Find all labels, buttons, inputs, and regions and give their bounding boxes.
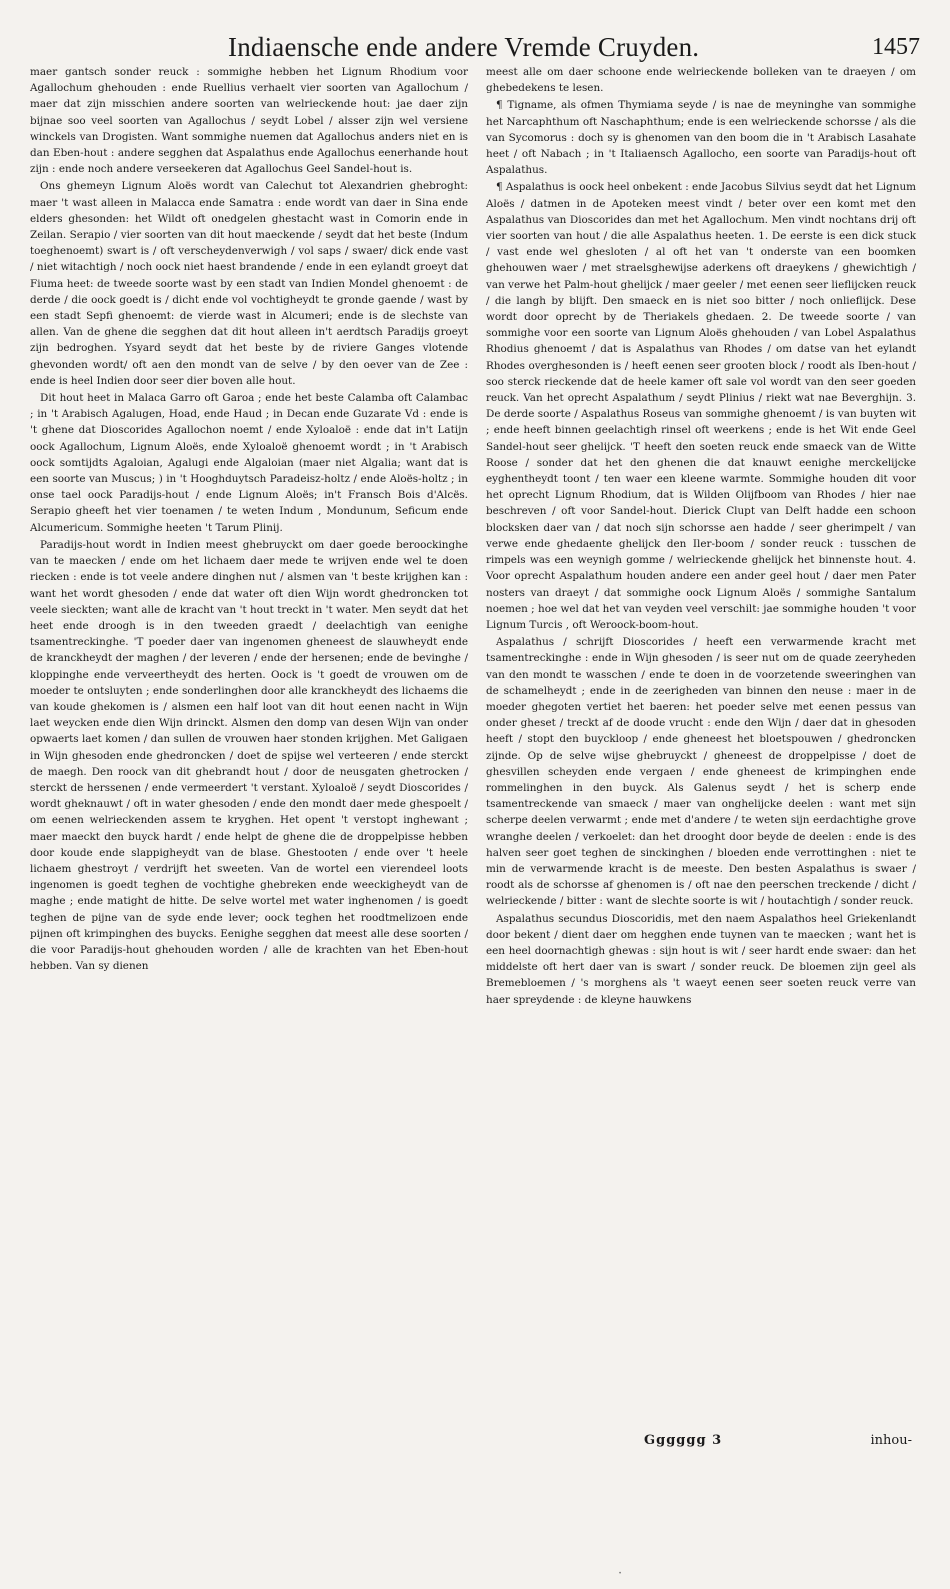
paragraph: meest alle om daer schoone ende welrieckende bolleken van te draeyen / om ghebedekens te lesen. [486,66,916,95]
left-column [30,64,468,975]
bottom-mark: · [618,1566,623,1581]
running-title: Indiaensche ende andere Vremde Cruyden. [228,32,700,62]
paragraph: Paradijs-hout wordt in Indien meest ghebruyckt om daer goede beroockinghe van te maecken / ende om het lichaem daer mede te wrijven ende wel te doen riecken : ende is tot veele andere dinghen nut / alsmen van 't beste krijghen kan : want het wordt ghesoden / ende dat water oft dien Wijn wordt ghedroncken tot veele sieckten; want alle de kracht van 't hout treckt in 't water. Men seydt dat het heet ende droogh is in den tweeden graedt / deelachtigh van eenighe tsamentreckinghe. 'T poeder daer van ingenomen gheneest de slauwheydt ende de kranckheydt der maghen / der leveren / ende der hersenen; ende de bevinghe / kloppinghe ende verveertheydt des herten. Oock is 't goedt de vrouwen om de moeder te ontsluyten ; ende sonderlinghen door alle kranckheydt des lichaems die van koude ghekomen is / alsmen een half loot van dit hout eenen nacht in Wijn laet weycken ende dien Wijn drinckt. Alsmen den domp van desen Wijn van onder opwaerts laet komen / dan sullen de vrouwen haer stonden krijghen. Met Galigaen in Wijn ghesoden ende ghedroncken / doet de spijse wel verteeren / ende sterckt de maegh. Den roock van dit ghebrandt hout / door de neusgaten ghetrocken / sterckt de herssenen / ende vermeerdert 't verstant. Xyloaloë / seydt Dioscorides / wordt gheknauwt / oft in water ghesoden / ende den mondt daer mede ghespoelt / om eenen welrieckenden assem te kryghen. Het opent 't verstopt inghewant ; maer maeckt den buyck hardt / ende helpt de ghene die de droppelpisse hebben door koude ende slappigheydt van de blase. Ghestooten / ende over 't heele lichaem ghestroyt / verdrijft het sweeten. Van de wortel een vierendeel loots ingenomen is goedt teghen de vochtighe ghebreken ende weeckigheydt van de maghe ; ende matight de hitte. De selve wortel met water inghenomen / is goedt teghen de pijne van de syde ende lever; oock teghen het roodtmelizoen ende pijnen oft krimpinghen des buycks. Eenighe segghen dat meest alle dese soorten / die voor Paradijs-hout ghehouden worden / alle de krachten van het Eben-hout hebben. Van sy dienen [30,538,468,973]
paragraph: Aspalathus secundus Dioscoridis, met den naem Aspalathos heel Griekenlandt door bekent / dient daer om hegghen ende tuynen van te maecken ; want het is een heel doornachtigh ghewas : sijn hout is wit / seer hardt ende swaer: dan het middelste oft hert daer van is swart / sonder reuck. De bloemen zijn geel als Bremebloemen / 's morghens als 't waeyt eenen seer soeten reuck verre van haer spreydende : de kleyne hauwkens [486,912,916,1006]
signature-mark: Gggggg 3 [644,1433,723,1448]
paragraph: ¶ Aspalathus is oock heel onbekent : ende Jacobus Silvius seydt dat het Lignum Aloës / datmen in de Apoteken meest vindt / beter over een komt met den Aspalathus van Dioscorides dan met het Agallochum. Men vindt nochtans drij oft vier soorten van hout / die alle Aspalathus heeten. 1. De eerste is een dick stuck / vast ende wel ghesloten / al oft het van 't onderste van een boomken ghehouwen waer / met straelsghewijse aderkens oft draeykens / ghewichtigh / van verwe het Palm-hout ghelijck / maer geeler / met eenen seer lieflijcken reuck / die langh by blijft. Den smaeck en is niet soo bitter / noch onlieflijck. Dese wordt door oprecht by de Theriakels ghedaen. 2. De tweede soorte / van sommighe voor een soorte van Lignum Aloës ghehouden / van Lobel Aspalathus Rhodius ghenoemt / dat is Aspalathus van Rhodes / om datse van het eylandt Rhodes overghesonden is / heeft eenen seer grooten block / roodt als Iben-hout / soo sterck rieckende dat de heele kamer oft sale vol wordt van den seer goeden reuck. Van het oprecht Aspalathum / seydt Plinius / riekt wat nae Beverghijn. 3. De derde soorte / Aspalathus Roseus van sommighe ghenoemt / is van buyten wit ; ende heeft binnen geelachtigh rinsel oft weerkens ; ende is het Wit ende Geel Sandel-hout seer ghelijck. 'T heeft den soeten reuck ende smaeck van de Witte Roose / sonder dat het den ghenen die dat knauwt eenighe merckelijcke eyghentheydt toont / ten waer een kleene warmte. Sommighe houden dit voor het oprecht Lignum Rhodium, dat is Wilden Olijfboom van Rhodes / hier nae beschreven / oft voor Sandel-hout. Dierick Clupt van Delft hadde een schoon blocksken daer van / dat noch sijn schorsse aen hadde / seer gherimpelt / van verwe ende ghedaente ghelijck den Iler-boom / sonder reuck : tusschen de rimpels was een weynigh gomme / welrieckende ghelijck het binnenste hout. 4. Voor oprecht Aspalathum houden andere een ander geel hout / daer men Pater nosters van draeyt / dat sommighe oock Lignum Aloës / sommighe Santalum noemen ; hoe wel dat het van veyden veel verschilt: jae sommighe houden 't voor Lignum Turcis , oft Weroock-boom-hout. [486,181,916,631]
right-column [486,64,916,1009]
page-footer [486,1433,916,1463]
paragraph: Aspalathus / schrijft Dioscorides / heeft een verwarmende kracht met tsamentreckinghe : ende in Wijn ghesoden / is seer nut om de quade zeeryheden van den mondt te wasschen / ende te doen in de voorzetende sweeringhen van de schamelheydt ; ende in de zeerigheden van binnen den neuse : maer in de moeder ghegoten vertiet het baeren: het poeder selve met eenen pessus van onder gheset / treckt af de doode vrucht : ende den Wijn / daer dat in ghesoden heeft / stopt den buyckloop / ende gheneest het bloetspouwen / ghedroncken zijnde. Op de selve wijse ghebruyckt / gheneest de droppelpisse / doet de ghesvillen scheyden ende vergaen / ende gheneest de krimpinghen ende rommelinghen in den buyck. Als Galenus seydt / het is scherp ende tsamentreckende van smaeck / maer van onghelijcke deelen : want met sijn scherpe deelen verwarmt ; ende met d'andere / te weten sijn eerdachtighe grove wranghe deelen / verkoelet: dan het drooght door beyde de deelen : ende is des halven seer goet teghen de sinckinghen / bloeden ende verrottinghen : niet te min de verwarmende kracht is de meeste. Den besten Aspalathus is swaer / roodt als de schorsse af ghenomen is / oft nae den peerschen treckende / dicht / welrieckende / bitter : want de slechte soorte is wit / houtachtigh / sonder reuck. [486,636,916,908]
paragraph: Ons ghemeyn Lignum Aloës wordt van Calechut tot Alexandrien ghebroght: maer 't wast alleen in Malacca ende Samatra : ende wordt van daer in Sina ende elders ghesonden: het Wildt oft onedgelen ghestacht wast in Comorin ende in Zeilan. Serapio / vier soorten van dit hout maeckende / seydt dat het beste (Indum toeghenoemt) swart is / oft verscheydenverwigh / vol saps / swaer/ dick ende vast / niet witachtigh / noch oock niet haest brandende / ende in een eylandt groeyt dat Fiuma heet: de tweede soorte wast by een stadt van Indien Mondel ghenoemt : de derde / die oock goedt is / dicht ende vol vochtigheydt te gronde gaende / wast by een stadt Sepfi ghenoemt: de vierde wast in Alcumeri; ende is de slechste van allen. Van de ghene die segghen dat dit hout alleen in't aerdtsch Paradijs groeyt zijn bedroghen. Ysyard seydt dat het beste by de riviere Ganges vlotende ghevonden wordt/ oft aen den mondt van de selve / by den oever van de Zee : ende is heel Indien door seer dier boven alle hout. [30,180,468,387]
paragraph: maer gantsch sonder reuck : sommighe hebben het Lignum Rhodium voor Agallochum ghehouden : ende Ruellius verhaelt vier soorten van Agallochum / maer dat zijn misschien andere soorten van welrieckende hout: jae daer zijn bijnae soo veel soorten van Agallochus / seydt Lobel / alsser zijn wel versiene winckels van Drogisten. Want sommighe nuemen dat Agallochus anders niet en is dan Eben-hout : andere segghen dat Aspalathus ende Agallochus eenerhande hout zijn : ende noch andere verseekeren dat Agallochus Geel Sandel-hout is. [30,66,468,176]
paragraph: Dit hout heet in Malaca Garro oft Garoa ; ende het beste Calamba oft Calambac ; in 't Arabisch Agalugen, Hoad, ende Haud ; in Decan ende Guzarate Vd : ende is 't ghene dat Dioscorides Agallochon noemt / ende Xyloaloë : ende dat in't Latijn oock Agallochum, Lignum Aloës, ende Xyloaloë ghenoemt wordt ; in 't Arabisch oock somtijdts Agaloian, Agalugi ende Algaloian (maer niet Algalia; want dat is een soorte van Muscus; ) in 't Hooghduytsch Paradeisz-holtz / ende Aloës-holtz ; in onse tael oock Paradijs-hout / ende Lignum Aloës; in't Fransch Bois d'Alcës. Serapio gheeft het vier toenamen / te weten Indum , Mondunum, Seficum ende Alcumericum. Sommighe heeten 't Tarum Plinij. [30,392,468,534]
paragraph: ¶ Tigname, als ofmen Thymiama seyde / is nae de meyninghe van sommighe het Narcaphthum oft Naschaphthum; ende is een welrieckende schorsse / als die van Sycomorus : doch sy is ghenomen van den boom die in 't Arabisch Lasahate heet / oft Nabach ; in 't Italiaensch Agallocho, een soorte van Paradijs-hout oft Aspalathus. [486,99,916,177]
catchword: inhou- [870,1433,912,1448]
page-number: 1457 [872,34,920,60]
